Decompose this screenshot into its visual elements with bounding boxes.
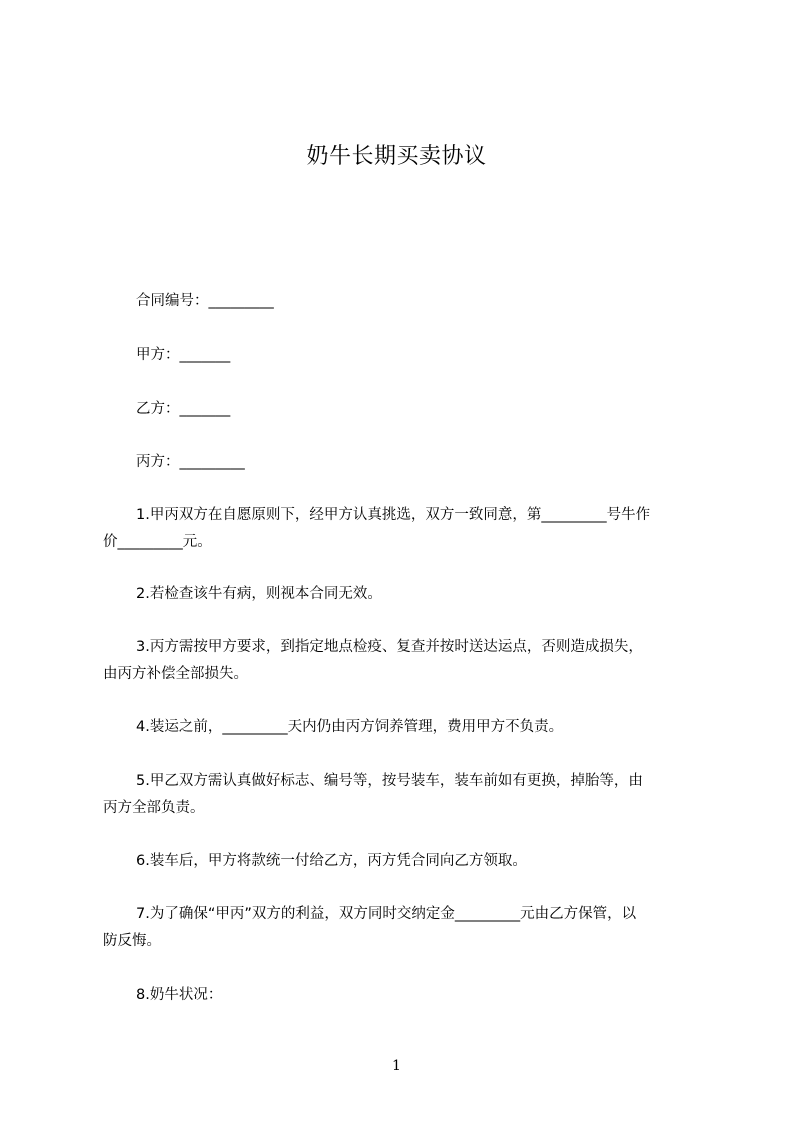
party-b-field: 乙方：_______	[136, 401, 231, 417]
clause-5-line-1: 5.甲乙双方需认真做好标志、编号等，按号装车，装车前如有更换，掉胎等，由	[136, 773, 643, 789]
clause-4-line-1: 4.装运之前，_________天内仍由丙方饲养管理，费用甲方不负责。	[136, 719, 564, 735]
clause-7-line-1: 7.为了确保“甲丙”双方的利益，双方同时交纳定金_________元由乙方保管，以	[136, 906, 637, 922]
party-c-field: 丙方：_________	[136, 454, 245, 470]
page-number: 1	[392, 1058, 401, 1074]
clause-8-line-1: 8.奶牛状况：	[136, 987, 223, 1003]
clause-1-line-1: 1.甲丙双方在自愿原则下，经甲方认真挑选，双方一致同意，第_________号牛作	[136, 507, 651, 523]
clause-5-line-2: 丙方全部负责。	[103, 800, 205, 816]
party-a-field: 甲方：_______	[136, 347, 231, 363]
clause-3-line-2: 由丙方补偿全部损失。	[103, 666, 248, 682]
document-title: 奶牛长期买卖协议	[306, 144, 487, 169]
clause-3-line-1: 3.丙方需按甲方要求，到指定地点检疫、复查并按时送达运点，否则造成损失，	[136, 639, 643, 655]
clause-1-line-2: 价_________元。	[103, 534, 212, 550]
clause-6-line-1: 6.装车后，甲方将款统一付给乙方，丙方凭合同向乙方领取。	[136, 853, 527, 869]
clause-7-line-2: 防反悔。	[103, 933, 161, 949]
clause-2-line-1: 2.若检查该牛有病，则视本合同无效。	[136, 586, 382, 602]
contract-number-field: 合同编号：_________	[136, 293, 274, 309]
